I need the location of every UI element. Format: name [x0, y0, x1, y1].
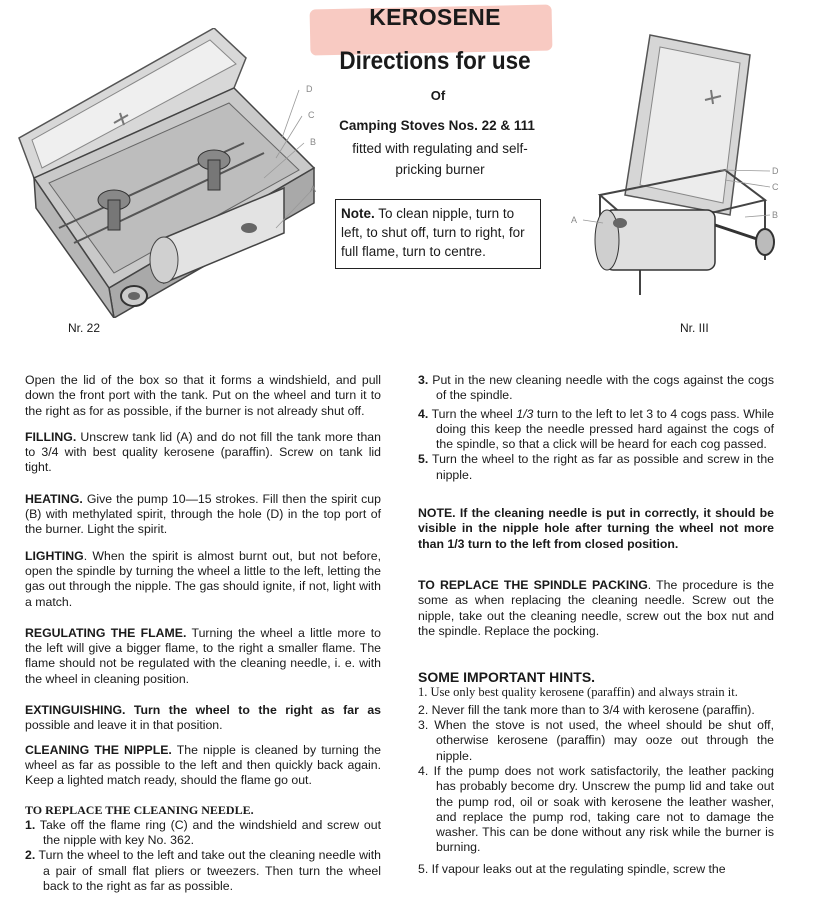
list-item: 2. Never fill the tank more than to 3/4 with kerosene (paraffin).: [418, 702, 755, 717]
label-letter-b: B: [310, 137, 317, 147]
needle-note: NOTE. If the cleaning needle is put in correctly, it should be visible in the nipple hole after turning the wheel not more than 1/3 turn to the left from closed position.: [418, 506, 774, 551]
list-item: 4. Turn the wheel 1/3 turn to the left to let 3 to 4 cogs pass. While doing this keep the needle pressed hard against the cogs of the spindle, so that a click will be heard for each cog passed.: [418, 406, 774, 452]
label-letter-a: A: [310, 184, 317, 194]
note-text: To clean nipple, turn to left, to shut off, turn to right, for full flame, turn to centre.: [341, 206, 525, 259]
intro-paragraph: Open the lid of the box so that it forms a windshield, and pull down the front port with the tank. Put on the wheel and turn it to the right as for as possible, if the burner is not already shut off.: [25, 373, 381, 418]
heating-text: Give the pump 10—15 strokes. Fill then the spirit cup (B) with methylated spirit, through the hole (D) in the top port of the burner. Light the spirit.: [25, 491, 381, 537]
spindle-packing-section: [418, 578, 774, 639]
page-subtitle: Directions for use: [339, 47, 531, 75]
hints-list: [418, 685, 774, 877]
regulating-text: Turning the wheel a little more to the left will give a bigger flame, to the right a smaller flame. The flame should not be regulated with the cleaning needle, i. e. with the wheel in cleaning position.: [25, 625, 381, 686]
label-letter-a: A: [571, 215, 578, 225]
of-label: Of: [430, 88, 446, 103]
list-item: 3. Put in the new cleaning needle with the cogs against the cogs of the spindle.: [418, 373, 774, 403]
stove-111-illustration: [565, 25, 785, 315]
list-item: 2. Turn the wheel to the left and take out the cleaning needle with a pair of small flat pliers or tweezers. Then turn the wheel back to the right as far as possible.: [25, 848, 381, 894]
extinguishing-text: possible and leave it in that position.: [25, 718, 223, 733]
cleaning-label: CLEANING THE NIPPLE.: [25, 742, 172, 757]
regulating-label: REGULATING THE FLAME.: [25, 625, 187, 640]
filling-label: FILLING.: [25, 429, 77, 444]
list-item: 4. If the pump does not work satisfactorily, the leather packing has probably become dry. Unscrew the pump lid and take out the pump rod, oil or soak with kerosene the leather washer, and replace the pump rod, taking care not to damage the washer. This can be done without any risk while the burner is burning.: [418, 763, 774, 855]
label-letter-d: D: [772, 166, 779, 176]
extinguishing-section: [25, 703, 381, 734]
list-item: 3. When the stove is not used, the wheel should be shut off, otherwise kerosene (paraffin) may ooze out through the nipple.: [418, 718, 774, 763]
fitted-line: fitted with regulating and self-pricking burner: [352, 141, 528, 177]
regulating-section: [25, 626, 381, 687]
page-title: KEROSENE: [369, 4, 501, 30]
stove-22-illustration: [14, 28, 334, 318]
lighting-label: LIGHTING: [25, 548, 84, 563]
left-column: [25, 373, 381, 894]
hints-heading: SOME IMPORTANT HINTS.: [418, 669, 596, 686]
list-item: 5. If vapour leaks out at the regulating spindle, screw the: [418, 861, 726, 876]
spindle-text: . The procedure is the some as when replacing the cleaning needle. Screw out the nipple, take out the cleaning needle, screw out the box nut and the spindle. Replace the pocking.: [418, 577, 774, 638]
note-label: Note.: [341, 206, 375, 221]
replace-needle-heading: TO REPLACE THE CLEANING NEEDLE.: [25, 802, 254, 817]
extinguishing-bold: Turn the wheel to the right as far as: [125, 703, 381, 718]
label-letter-c: C: [308, 110, 315, 120]
caption-nr-22: Nr. 22: [68, 321, 101, 335]
filling-text: Unscrew tank lid (A) and do not fill the tank more than to 3/4 with best quality kerosene (paraffin). Screw on tank lid tight.: [25, 429, 381, 475]
lighting-text: . When the spirit is almost burnt out, but not before, open the spindle by turning the wheel a little to the left, letting the gas out through the nipple. The gas should ignite, if not, light with a match.: [25, 548, 381, 609]
label-letter-b: B: [772, 210, 779, 220]
replace-needle-steps: [25, 818, 381, 894]
label-letter-d: D: [306, 84, 313, 94]
models-line: Camping Stoves Nos. 22 & 111: [339, 118, 535, 133]
cleaning-text: The nipple is cleaned by turning the wheel as far as possible to the left and then quickly back again. Keep a lighted match ready, should the flame go out.: [25, 742, 381, 788]
extinguishing-label: EXTINGUISHING.: [25, 703, 126, 718]
list-item: 5. Turn the wheel to the right as far as possible and screw in the nipple.: [418, 452, 774, 482]
replace-needle-steps-continued: [418, 373, 774, 483]
spindle-label: TO REPLACE THE SPINDLE PACKING: [418, 577, 648, 592]
lighting-section: [25, 549, 381, 610]
cleaning-section: [25, 743, 381, 789]
right-column: [418, 373, 774, 877]
list-item: 1. Use only best quality kerosene (paraffin) and always strain it.: [418, 685, 738, 700]
note-box: [335, 199, 541, 269]
heating-label: HEATING.: [25, 491, 83, 506]
filling-section: [25, 430, 381, 476]
caption-nr-111: Nr. III: [680, 321, 709, 335]
list-item: 1. Take off the flame ring (C) and the windshield and screw out the nipple with key No. 362.: [25, 817, 381, 848]
heating-section: [25, 492, 381, 538]
label-letter-c: C: [772, 182, 779, 192]
